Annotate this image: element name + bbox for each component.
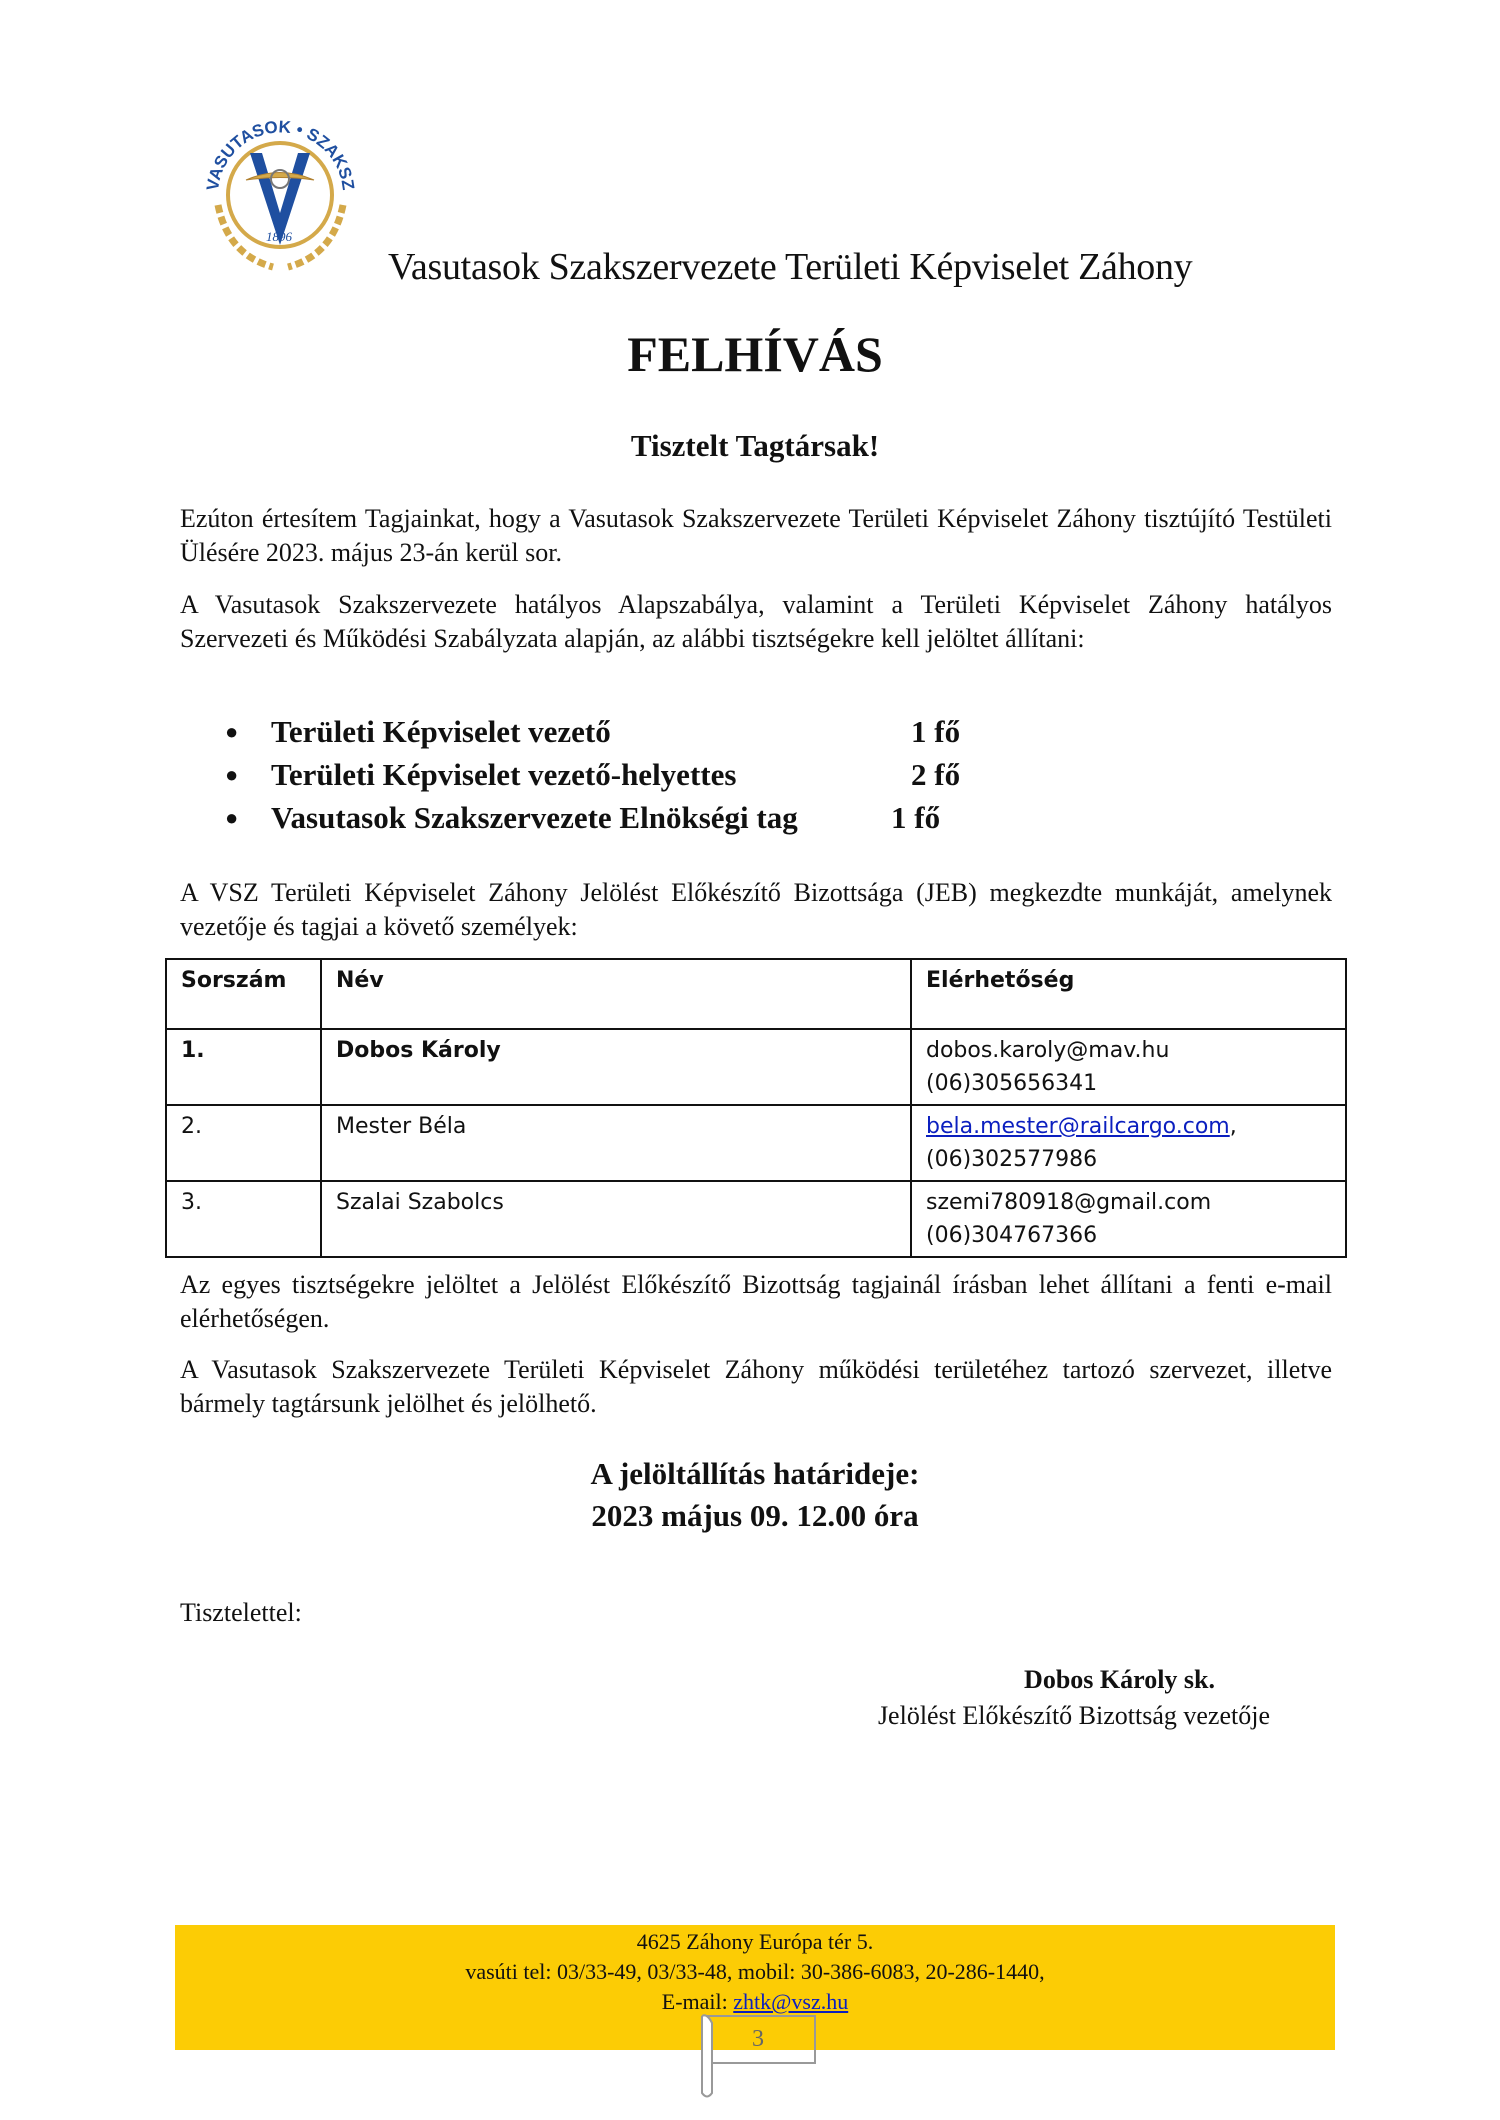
column-header: Sorszám [166, 959, 321, 1029]
signature-block [800, 1662, 1270, 1734]
bullet-icon: ● [225, 719, 239, 744]
member-name: Mester Béla [321, 1105, 911, 1181]
scroll-icon [690, 2008, 820, 2098]
footer-phones: vasúti tel: 03/33-49, 03/33-48, mobil: 30-386-6083, 20-286-1440, [465, 1959, 1045, 1984]
row-number: 3. [166, 1181, 321, 1257]
deadline-date: 2023 május 09. 12.00 óra [591, 1498, 919, 1533]
position-item [225, 710, 960, 753]
deadline [0, 1453, 1500, 1537]
table-row [166, 1181, 1346, 1257]
footer-email-label: E-mail: [661, 1989, 734, 2014]
member-phone: (06)302577986 [926, 1147, 1098, 1172]
document-title: FELHÍVÁS [627, 326, 883, 382]
member-name: Dobos Károly [321, 1029, 911, 1105]
table-row [166, 1029, 1346, 1105]
contact-cell [911, 1181, 1346, 1257]
organization-name: Vasutasok Szakszervezete Területi Képviselet Záhony [388, 246, 1193, 288]
positions-list [225, 710, 960, 839]
position-item [225, 753, 960, 796]
bullet-icon: ● [225, 762, 239, 787]
contact-cell [911, 1105, 1346, 1181]
member-email: szemi780918@gmail.com [926, 1190, 1212, 1215]
member-email-link[interactable]: bela.mester@railcargo.com [926, 1114, 1230, 1139]
member-name: Szalai Szabolcs [321, 1181, 911, 1257]
greeting: Tisztelt Tagtársak! [630, 428, 880, 463]
position-label: Vasutasok Szakszervezete Elnökségi tag [271, 800, 798, 835]
paragraph-meeting-date: Ezúton értesítem Tagjainkat, hogy a Vasutasok Szakszervezete Területi Képviselet Záhony tisztújító Testületi Ülésére 2023. május 23-án kerül sor. [180, 504, 1332, 567]
column-header: Elérhetőség [911, 959, 1346, 1029]
footer-email-link[interactable]: zhtk@vsz.hu [733, 1989, 849, 2014]
table-row [166, 1105, 1346, 1181]
table-header-row [166, 959, 1346, 1029]
member-phone: (06)304767366 [926, 1223, 1098, 1248]
page-number: 3 [752, 2026, 764, 2052]
row-number: 1. [166, 1029, 321, 1105]
deadline-label: A jelöltállítás határideje: [590, 1456, 920, 1491]
contact-cell [911, 1029, 1346, 1105]
signer-role: Jelölést Előkészítő Bizottság vezetője [877, 1701, 1270, 1730]
member-phone: (06)305656341 [926, 1071, 1098, 1096]
svg-text:1896: 1896 [266, 229, 292, 244]
row-number: 2. [166, 1105, 321, 1181]
position-label: Területi Képviselet vezető-helyettes [271, 757, 737, 792]
position-count: 1 fő [911, 714, 961, 749]
closing: Tisztelettel: [180, 1598, 302, 1627]
paragraph-eligibility: A Vasutasok Szakszervezete Területi Képviselet Záhony működési területéhez tartozó szervezet, illetve bármely tagtársunk jelölhet és jelölhető. [180, 1355, 1332, 1418]
paragraph-nomination-method: Az egyes tisztségekre jelöltet a Jelölést Előkészítő Bizottság tagjainál írásban lehet állítani a fenti e-mail elérhetőségen. [180, 1270, 1332, 1333]
paragraph-committee: A VSZ Területi Képviselet Záhony Jelölést Előkészítő Bizottsága (JEB) megkezdte munkáját, amelynek vezetője és tagjai a követő személyek: [180, 878, 1332, 941]
column-header: Név [321, 959, 911, 1029]
committee-table [165, 958, 1347, 1258]
member-email: dobos.karoly@mav.hu [926, 1038, 1170, 1063]
position-count: 2 fő [911, 757, 961, 792]
union-logo [188, 95, 373, 280]
position-label: Területi Képviselet vezető [271, 714, 611, 749]
position-count: 1 fő [891, 800, 941, 835]
svg-text:VASUTASOK • SZAKSZERVEZETE: VASUTASOK • SZAKSZ [203, 117, 358, 192]
paragraph-positions-intro: A Vasutasok Szakszervezete hatályos Alapszabálya, valamint a Területi Képviselet Záhony hatályos Szervezeti és Működési Szabályzata alapján, az alábbi tisztségekre kell jelöltet állítani: [180, 590, 1332, 653]
comma: , [1229, 1114, 1237, 1139]
signer-name: Dobos Károly sk. [1024, 1665, 1215, 1694]
page-number-scroll [690, 2008, 820, 2098]
position-item [225, 796, 960, 839]
bullet-icon: ● [225, 805, 239, 830]
footer-address: 4625 Záhony Európa tér 5. [636, 1929, 874, 1954]
